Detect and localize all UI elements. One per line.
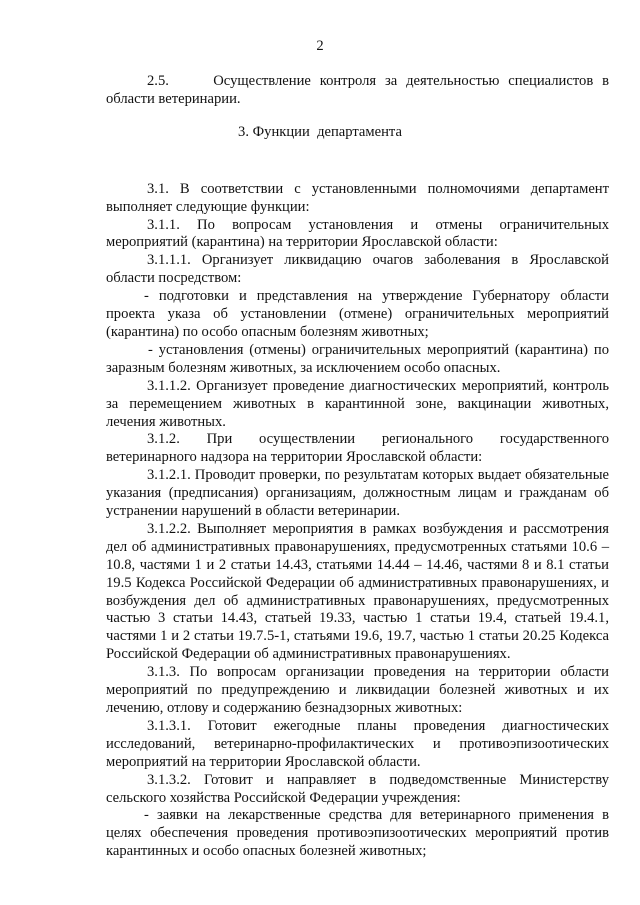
paragraph-3-1-2-1: 3.1.2.1. Проводит проверки, по результатам которых выдает обязательные указания (предписания) организациям, должностным лицам и гражданам об устранении нарушений в области ветеринарии. (106, 467, 609, 520)
paragraph-3-1-3: 3.1.3. По вопросам организации проведения на территории области мероприятий по предупреждению и ликвидации болезней животных и их лечению, отлову и содержанию безнадзорных животных: (106, 664, 609, 716)
list-item-decree: - подготовки и представления на утверждение Губернатору области проекта указа об установлении (отмене) ограничительных мероприятий (карантина) по особо опасным болезням животных; (106, 288, 609, 340)
paragraph-3-1-2-2: 3.1.2.2. Выполняет мероприятия в рамках возбуждения и рассмотрения дел об административных правонарушениях, предусмотренных статьями 10.6 – 10.8, частями 1 и 2 статьи 14.43, статьями 14.44 – 14.46, частями 8 и 8.1 статьи 19.5 Кодекса Российской Федерации об административных правонарушениях, и возбуждения дел об административных правонарушениях, предусмотренных частью 3 статьи 14.43, статьей 19.33, частью 1 статьи 19.4, статьей 19.4.1, частями 1 и 2 статьи 19.7.5-1, статьями 19.6, 19.7, частью 1 статьи 20.25 Кодекса Российской Федерации об административных правонарушениях. (106, 520, 609, 663)
document-body (106, 73, 609, 861)
paragraph-3-1-3-1: 3.1.3.1. Готовит ежегодные планы проведения диагностических исследований, ветеринарно-профилактических и противоэпизоотических мероприятий на территории Ярославской области. (106, 717, 609, 770)
paragraph-3-1-1-2: 3.1.1.2. Организует проведение диагностических мероприятий, контроль за перемещением животных в карантинной зоне, вакцинации животных, лечения животных. (106, 377, 609, 430)
list-item-restrictions: - установления (отмены) ограничительных мероприятий (карантина) по заразным болезням животных, за исключением особо опасных. (106, 341, 609, 376)
paragraph-3-1-3-2: 3.1.3.2. Готовит и направляет в подведомственные Министерству сельского хозяйства Российской Федерации учреждения: (106, 771, 609, 806)
page-number: 2 (316, 38, 324, 54)
paragraph-3-1: 3.1. В соответствии с установленными полномочиями департамент выполняет следующие функции: (106, 180, 609, 215)
paragraph-3-1-1-1: 3.1.1.1. Организует ликвидацию очагов заболевания в Ярославской области посредством: (106, 252, 609, 287)
paragraph-3-1-1: 3.1.1. По вопросам установления и отмены ограничительных мероприятий (карантина) на территории Ярославской области: (106, 216, 609, 251)
paragraph-3-1-2: 3.1.2. При осуществлении регионального государственного ветеринарного надзора на территории Ярославской области: (106, 431, 609, 466)
section-heading: 3. Функции департамента (238, 124, 402, 140)
list-item-applications: - заявки на лекарственные средства для ветеринарного применения в целях обеспечения проведения противоэпизоотических мероприятий против карантинных и особо опасных болезней животных; (106, 807, 609, 860)
paragraph-2-5: 2.5. Осуществление контроля за деятельностью специалистов в области ветеринарии. (106, 73, 609, 107)
